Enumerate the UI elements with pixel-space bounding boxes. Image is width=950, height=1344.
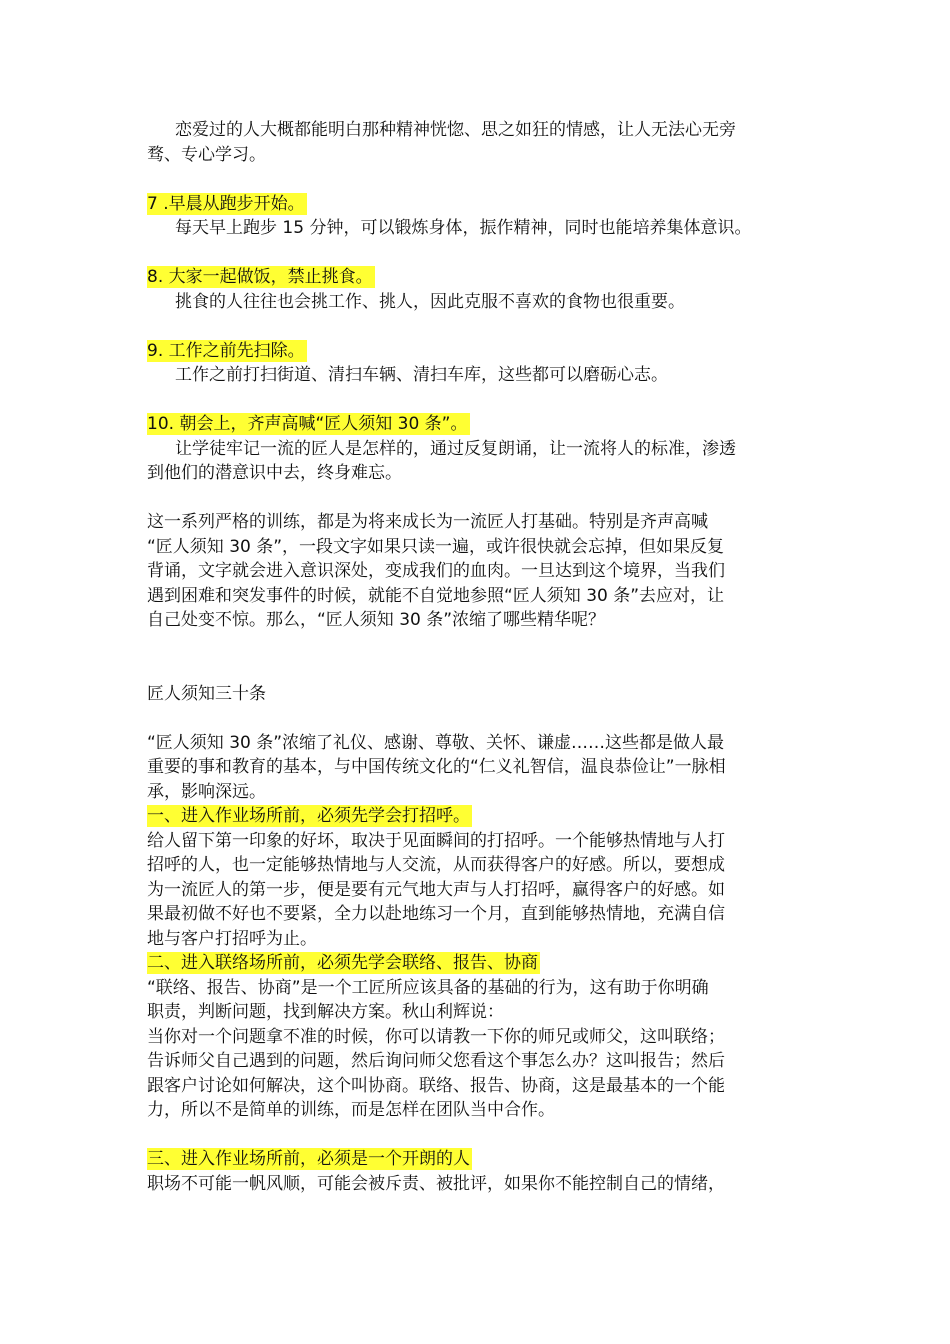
item-9-heading (147, 339, 827, 364)
section-intro-line-2: 重要的事和教育的基本，与中国传统文化的“仁义礼智信，温良恭俭让”一脉相 (147, 757, 726, 777)
highlight: 一、进入作业场所前，必须先学会打招呼。 (147, 806, 470, 826)
rule-3-line-1: 职场不可能一帆风顺，可能会被斥责、被批评，如果你不能控制自己的情绪， (147, 1173, 725, 1194)
item-9-text: 工作之前打扫街道、清扫车辆、清扫车库，这些都可以磨砺心志。 (175, 365, 668, 385)
item-10-heading (147, 412, 827, 437)
intro-line-1: 恋爱过的人大概都能明白那种精神恍惚、思之如狂的情感，让人无法心无旁 (175, 120, 736, 140)
rule-2-line-6: 力，所以不是简单的训练，而是怎样在团队当中合作。 (147, 1100, 555, 1120)
rule-2-line-2: 职责，判断问题，找到解决方案。秋山利辉说： (147, 1002, 504, 1022)
rule-2-heading (147, 951, 827, 976)
rule-1-line-1: 给人留下第一印象的好坏，取决于见面瞬间的打招呼。一个能够热情地与人打 (147, 830, 725, 851)
highlight: 8. 大家一起做饭，禁止挑食。 (147, 267, 373, 287)
highlight: 7 .早晨从跑步开始。 (147, 193, 305, 214)
highlight: 二、进入联络场所前，必须先学会联络、报告、协商 (147, 953, 538, 973)
rule-1-line-3: 为一流匠人的第一步，便是要有元气地大声与人打招呼，赢得客户的好感。如 (147, 879, 725, 900)
rule-1-line-5: 地与客户打招呼为止。 (147, 928, 317, 949)
rule-1-line-4: 果最初做不好也不要紧，全力以赴地练习一个月，直到能够热情地，充满自信 (147, 904, 725, 924)
section-intro-line-1: “匠人须知 30 条”浓缩了礼仪、感谢、尊敬、关怀、谦虚……这些都是做人最 (147, 732, 725, 753)
item-10-text-line-2: 到他们的潜意识中去，终身难忘。 (147, 463, 402, 483)
summary-line-1: 这一系列严格的训练，都是为将来成长为一流匠人打基础。特别是齐声高喊 (147, 512, 708, 532)
item-7-heading (147, 192, 827, 217)
rule-2-line-4: 告诉师父自己遇到的问题，然后询问师父您看这个事怎么办？这叫报告；然后 (147, 1051, 725, 1071)
highlight: 三、进入作业场所前，必须是一个开朗的人 (147, 1149, 470, 1169)
rule-2-line-3: 当你对一个问题拿不准的时候，你可以请教一下你的师兄或师父，这叫联络； (147, 1026, 725, 1047)
highlight: 9. 工作之前先扫除。 (147, 340, 305, 361)
rule-1-line-2: 招呼的人，也一定能够热情地与人交流，从而获得客户的好感。所以，要想成 (147, 855, 725, 875)
section-intro-line-3: 承，影响深远。 (147, 781, 266, 802)
rule-2-line-5: 跟客户讨论如何解决，这个叫协商。联络、报告、协商，这是最基本的一个能 (147, 1075, 725, 1096)
item-8-heading (147, 265, 827, 290)
highlight: 10. 朝会上，齐声高喊“匠人须知 30 条”。 (147, 414, 468, 434)
summary-line-5: 自己处变不惊。那么，“匠人须知 30 条”浓缩了哪些精华呢？ (147, 610, 606, 630)
section-title: 匠人须知三十条 (147, 683, 266, 704)
item-8-text: 挑食的人往往也会挑工作、挑人，因此克服不喜欢的食物也很重要。 (175, 291, 685, 312)
rule-1-heading (147, 804, 827, 829)
item-7-text: 每天早上跑步 15 分钟，可以锻炼身体，振作精神，同时也能培养集体意识。 (175, 218, 752, 238)
rule-2-line-1: “联络、报告、协商”是一个工匠所应该具备的基础的行为，这有助于你明确 (147, 977, 709, 998)
intro-line-2: 骛、专心学习。 (147, 144, 266, 165)
summary-line-3: 背诵，文字就会进入意识深处，变成我们的血肉。一旦达到这个境界，当我们 (147, 561, 725, 581)
item-10-text-line-1: 让学徒牢记一流的匠人是怎样的，通过反复朗诵，让一流将人的标准，渗透 (175, 438, 736, 459)
summary-line-2: “匠人须知 30 条”，一段文字如果只读一遍，或许很快就会忘掉，但如果反复 (147, 536, 725, 557)
summary-line-4: 遇到困难和突发事件的时候，就能不自觉地参照“匠人须知 30 条”去应对，让 (147, 585, 725, 606)
document-page (147, 118, 827, 1196)
rule-3-heading (147, 1147, 827, 1172)
